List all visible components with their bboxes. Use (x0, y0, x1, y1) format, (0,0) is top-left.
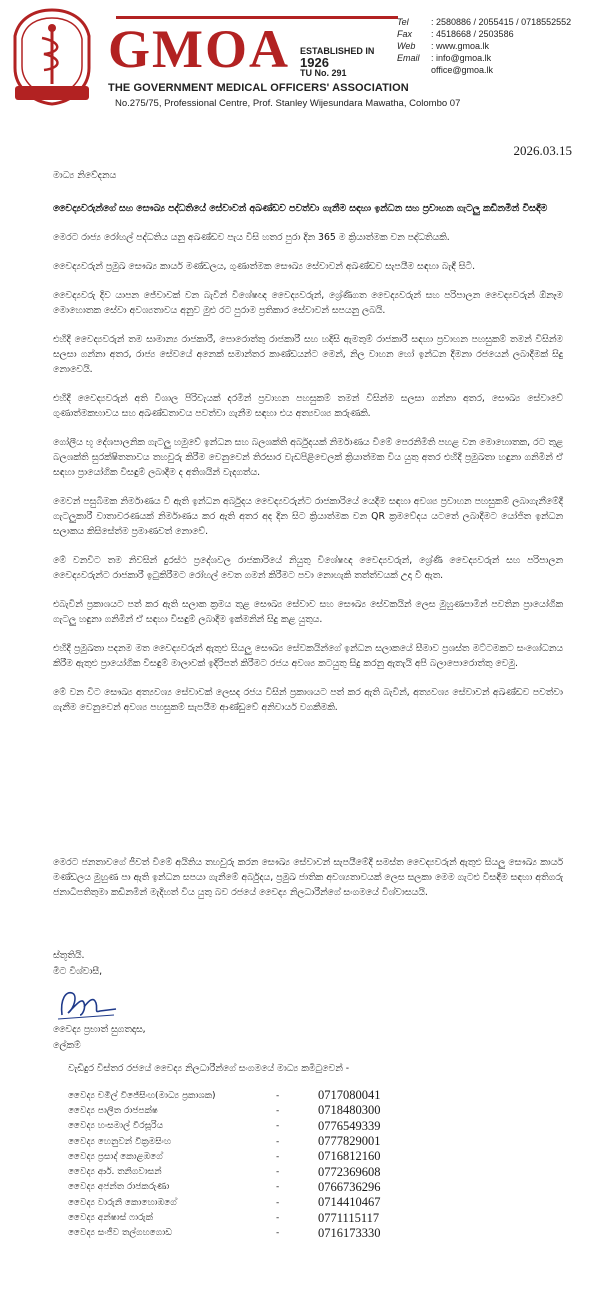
established-block (300, 46, 374, 79)
association-address: No.275/75, Professional Centre, Prof. Stanley Wijesundara Mawatha, Colombo 07 (115, 98, 461, 109)
contact-row: වෛද්‍ය චමිල් විජේසිංහ(මාධ්‍ය ප්‍රකාශක) - 0717080041 (68, 1088, 381, 1103)
gmoa-seal-logo (9, 6, 95, 106)
paragraph: එහිදී වෛද්‍යවරුන් තම සාමාන්‍ය රාජකාරී, පොරොත්තු රාජකාරී සහ හදිසි ඇමතුම් රාජකාරී සඳහා ප්‍රවාහන පහසුකම් තමන් විසින්ම සලසා ගන්නා අතර, රාජ්‍ය සේවයේ අනෙක් සමාන්තර කාණ්ඩයන්ට මෙන්, නිල වාහන හෝ ඉන්ධන දීමනා රජයෙන් ලබාදීමක් සිදු නොවෙයි. (53, 334, 563, 375)
contact-name: වෛද්‍ය හංසමාල් වීරසූරිය (68, 1121, 164, 1132)
contact-name: වෛද්‍ය වාරුනි කොහොඹගේ (68, 1197, 177, 1208)
contact-phone: 0766736296 (318, 1179, 381, 1194)
paragraph: එබැවින් ප්‍රකාශයට පත් කර ඇති සලාක ක්‍රමය තුළ සෞඛ්‍ය සේවාව සහ සෞඛ්‍ය සේවකයින් ලෙස මුහුණපාමින් පවතින ප්‍රායෝගික ගැටලු හඳුනා ගනිමින් ඒ සඳහා විසඳුම් ලබාදීම ඉක්මනින් සිදු කළ යුතුය. (53, 599, 563, 625)
contact-name: වෛද්‍ය පාලිත රාජපක්ෂ (68, 1105, 158, 1116)
document-date: 2026.03.15 (513, 143, 572, 158)
contact-row: වෛද්‍ය පාලිත රාජපක්ෂ - 0718480300 (68, 1103, 381, 1118)
thanks-text: ස්තූතියි. (53, 950, 85, 961)
contact-phone: 0716812160 (318, 1149, 381, 1164)
subject-line: වෛද්‍යවරුන්ගේ සහ සෞඛ්‍ය පද්ධතියේ සේවාවන් අඛණ්ඩව පවත්වා ගැනීම සඳහා ඉන්ධන සහ ප්‍රවාහන ගැටලු කඩිනමින් විසඳීම (53, 203, 548, 214)
contact-phone: 0714410467 (318, 1195, 381, 1210)
tu-number: TU No. 291 (300, 68, 347, 78)
contact-row: Web : www.gmoa.lk (397, 41, 490, 51)
signer-title: ලේකම් (53, 1040, 81, 1051)
contact-name: වෛද්‍ය සංජීව තල්ගහගොඩ (68, 1228, 172, 1239)
contact-row: වෛද්‍ය වාරුනි කොහොඹගේ - 0714410467 (68, 1195, 381, 1210)
contact-row: Email : info@gmoa.lk (397, 53, 492, 63)
paragraph: වෛද්‍යවරු දිව යාපන ජේවාවක් වන බැවින් විශේෂඥ වෛද්‍යවරුන්, ශ්‍රේණිගත වෛද්‍යවරුන් සහ පරිපාලන වෛද්‍යවරුන් ඕනෑම මොහොතක සේවා අවශ්‍යතාවය අනුව මුළු රට පුරාම ප්‍රතිකාර සේවාවන් සපයනු ලබයි. (53, 290, 563, 316)
contact-name: වෛද්‍ය අන්ෂාස් ෆාරුක් (68, 1213, 153, 1224)
salutation: මාධ්‍ය නිවේදනය (53, 170, 117, 181)
contact-name: වෛද්‍ය ප්‍රසාද් කොළඹගේ (68, 1151, 163, 1162)
established-label: ESTABLISHED IN (300, 46, 375, 56)
signer-name: වෛද්‍ය ප්‍රභාත් සුගතදාස, (53, 1024, 146, 1035)
paragraph: එහිදී ප්‍රමුඛතා පදනම මත වෛද්‍යවරුන් ඇතුළු සියලු සෞඛ්‍ය සේවකයින්ගේ ඉන්ධන සලාකයේ සීමාව ප්‍රශස්ත මට්ටමකට සංශෝධනය කිරීම ඇතුළු ප්‍රායෝගික විසඳුම් මාලාවක් ඉදිරිපත් කිරීමට රජය අවශ්‍ය කටයුතු සිදු කරනු ඇතැයි අපි බලාපොරොත්තු වෙමු. (53, 643, 563, 669)
contact-name: වෛද්‍ය අජන්ත රාජකරුණා (68, 1182, 170, 1193)
contact-row: වෛද්‍ය සංජීව තල්ගහගොඩ - 0716173330 (68, 1225, 381, 1240)
contact-row: වෛද්‍ය අජන්ත රාජකරුණා - 0766736296 (68, 1179, 381, 1194)
signer-block (53, 1022, 146, 1054)
contacts-heading: වැඩිදුර විස්තර රජයේ වෛද්‍ය නිලධාරීන්ගේ සංගමයේ මාධ්‍ය කමිටුවෙන් - (68, 1063, 350, 1074)
contact-phone: 0717080041 (318, 1088, 381, 1103)
paragraph: වෛද්‍යවරුන් ප්‍රමුඛ සෞඛ්‍ය කාර්ය මණ්ඩලය, ගුණාත්මක සෞඛ්‍ය සේවාවන් අඛණ්ඩව සැපයීම සඳහා බැඳී සිටී. (53, 261, 476, 272)
letterhead (0, 0, 600, 120)
contact-name: වෛද්‍ය චමිල් විජේසිංහ(මාධ්‍ය ප්‍රකාශක) (68, 1090, 216, 1101)
paragraph: මේ වනවිට තම නිවසින් දුරස්ථ ප්‍රදේශවල රාජකාරියේ නියුතු විශේෂඥ වෛද්‍යවරුන්, ශ්‍රේණි වෛද්‍යවරුන් සහ පරිපාලන වෛද්‍යවරුන්ට රාජකාරී ඉටුකිරීමට රෝහල් වෙත ගමන් කිරීමට පවා නොහැකි තත්ත්වයක් උදා වී ඇත. (53, 555, 563, 581)
contact-block (397, 16, 571, 76)
contact-row: Tel : 2580886 / 2055415 / 0718552552 (397, 17, 572, 27)
closing-paragraph: මෙරට ජනතාවගේ ජීවත් වීමේ අයිතිය තහවුරු කරන සෞඛ්‍ය සේවාවන් සැපයීමේදී සමස්ත වෛද්‍යවරුන් ඇතුළු සියලු සෞඛ්‍ය කාර්ය මණ්ඩලය මුහුණ පා ඇති ඉන්ධන සපයා ගැනීමේ අර්බුදය, ප්‍රමුඛ ජාතික අවශ්‍යතාවයක් ලෙස සලකා මෙම ගැටළු විසඳීම සඳහා අතිගරු ජනාධිපතිතුමා කඩිනමින් මැදිහත් විය යුතු බව රජයේ වෛද්‍ය නිලධාරීන්ගේ සංගමයේ විශ්වාසයයි. (53, 857, 563, 898)
contact-row: වෛද්‍ය ප්‍රසාද් කොළඹගේ - 0716812160 (68, 1149, 381, 1164)
thanks-block (53, 948, 102, 980)
contact-phone: 0776549339 (318, 1118, 381, 1133)
contact-row: Fax : 4518668 / 2503586 (397, 29, 514, 39)
contact-name: වෛද්‍ය හෙනුවන් වික්‍රමසිංහ (68, 1136, 172, 1147)
contact-row: office@gmoa.lk (431, 65, 493, 75)
paragraph: එහිදී වෛද්‍යවරුන් අති විශාල පිරිවැයක් දරමින් ප්‍රවාහන පහසුකම් තමන් විසින්ම සලසා ගන්නා අතර, සෞඛ්‍ය සේවාවේ ගුණාත්මකභාවය සහ අඛණ්ඩතාවය පවත්වා ගැනීම සඳහා එය අත්‍යවශ්‍ය කරුණකි. (53, 393, 563, 419)
contact-row: වෛද්‍ය ආර්. තනිගවාසන් - 0772369608 (68, 1164, 381, 1179)
contact-phone: 0716173330 (318, 1225, 381, 1240)
letter-body (53, 168, 563, 729)
contact-row: වෛද්‍ය හෙනුවන් වික්‍රමසිංහ - 0777829001 (68, 1134, 381, 1149)
paragraph: මේ වන විට සෞඛ්‍ය අත්‍යවශ්‍ය සේවාවක් ලෙසද රජය විසින් ප්‍රකාශයට පත් කර ඇති බැවින්, අත්‍යවශ්‍ය සේවාවන් අඛණ්ඩව පවත්වා ගැනීම වෙනුවෙන් අවශ්‍ය පහසුකම් සැපයීම ආණ්ඩුවේ අනිවාර්ය වගකීමකි. (53, 687, 563, 713)
contact-row: වෛද්‍ය අන්ෂාස් ෆාරුක් - 0771115117 (68, 1210, 380, 1225)
paragraph: ගෝලීය භූ දේශපාලනික ගැටලු හමුවේ ඉන්ධන සහ බලශක්ති අර්බුදයක් නිර්මාණය වීමේ පෙරනිමිති පහළ වන මොහොතක, රට තුළ බලශක්ති සුරක්ෂිතතාවය තහවුරු කිරීම වෙනුවෙන් තිරසාර වැඩපිළිවෙලක් ක්‍රියාත්මක විය යුතු අතර එහිදී ප්‍රමුඛතා හඳුනා ගනිමින් ඒ සඳහා ප්‍රායෝගික විසඳුම් ලබාදීම ද අතිශයින් වැදගත්ය. (53, 437, 563, 478)
brand-wordmark: GMOA (108, 19, 290, 79)
contact-phone: 0777829001 (318, 1134, 381, 1149)
contact-phone: 0718480300 (318, 1103, 381, 1118)
paragraph: මෙවන් පසුබිමක නිර්මාණය වී ඇති ඉන්ධන අර්බුදය වෛද්‍යවරුන්ට රාජකාරියේ යෙදීම සඳහා අවශ්‍ය ප්‍රවාහන පහසුකම් ලබාගැනීමේදී ගැටලුකාරී වාතාවරණයක් නිර්මාණය කර ඇති අතර අද දින සිට ක්‍රියාත්මක වන QR ක්‍රමවේදය යටතේ ලබාදීමට යෝජිත ඉන්ධන සලාකය කිසිසේත්ම ප්‍රමාණවත් නොවේ. (53, 496, 563, 537)
signature (56, 985, 118, 1023)
established-year: 1926 (300, 55, 329, 70)
paragraph: මෙරට රාජ්‍ය රෝහල් පද්ධතිය යනු අඛණ්ඩව පැය විසි හතර පුරා දින 365 ම ක්‍රියාත්මක වන පද්ධතියකි. (53, 232, 450, 243)
contact-row: වෛද්‍ය හංසමාල් වීරසූරිය - 0776549339 (68, 1118, 381, 1133)
contact-phone: 0771115117 (318, 1210, 380, 1225)
contact-name: වෛද්‍ය ආර්. තනිගවාසන් (68, 1167, 162, 1178)
media-committee-contacts (68, 1088, 381, 1241)
regards-text: මීට විශ්වාසී, (53, 966, 103, 977)
association-name: THE GOVERNMENT MEDICAL OFFICERS' ASSOCIATION (108, 82, 409, 94)
contact-phone: 0772369608 (318, 1164, 381, 1179)
